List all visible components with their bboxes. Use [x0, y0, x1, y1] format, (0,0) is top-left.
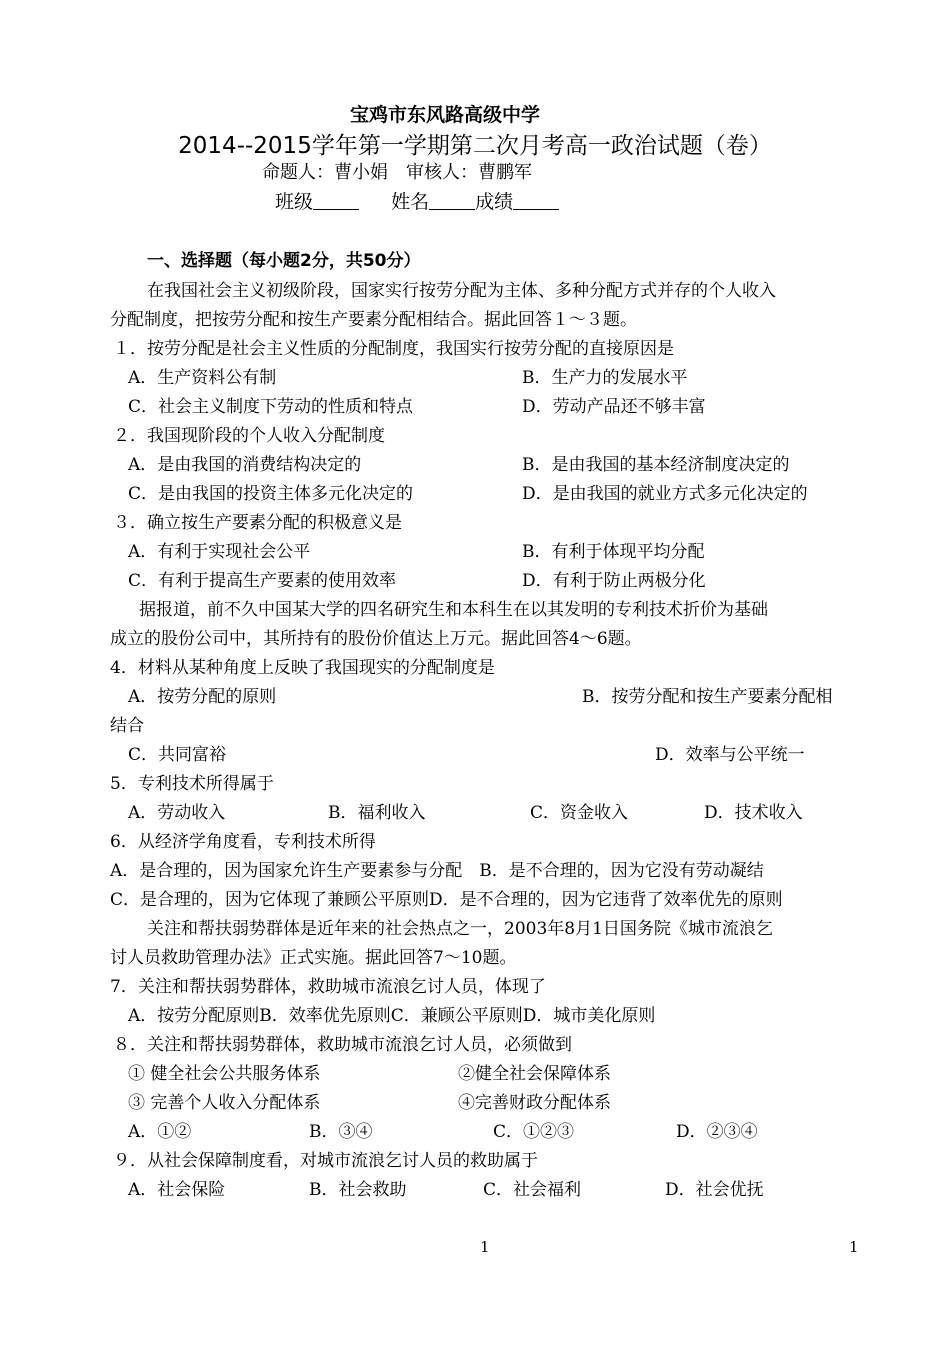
q2-option-d: D．是由我国的就业方式多元化决定的: [522, 484, 808, 504]
q9-option-c: C．社会福利: [483, 1180, 582, 1200]
exam-title: 2014--2015学年第一学期第二次月考高一政治试题（卷）: [178, 133, 772, 159]
q4-option-c: C．共同富裕: [128, 745, 227, 765]
intro-1-line-1: 在我国社会主义初级阶段，国家实行按劳分配为主体、多种分配方式并存的个人收入: [147, 281, 776, 301]
intro-1-line-2: 分配制度，把按劳分配和按生产要素分配相结合。据此回答１～３题。: [110, 310, 637, 330]
question-5: 5．专利技术所得属于: [110, 774, 274, 794]
intro-3-line-2: 讨人员救助管理办法》正式实施。据此回答7～10题。: [110, 948, 517, 968]
q3-option-d: D．有利于防止两极分化: [522, 571, 706, 591]
question-6: 6．从经济学角度看，专利技术所得: [110, 832, 376, 852]
q6-options-cd: C．是合理的，因为它体现了兼顾公平原则D．是不合理的，因为它违背了效率优先的原则: [110, 890, 783, 910]
q1-option-c: C．社会主义制度下劳动的性质和特点: [128, 397, 414, 417]
intro-3-line-1: 关注和帮扶弱势群体是近年来的社会热点之一，2003年8月1日国务院《城市流浪乞: [147, 919, 773, 939]
q8-option-b: B．③④: [309, 1122, 373, 1142]
q2-option-a: A．是由我国的消费结构决定的: [128, 455, 362, 475]
q9-option-d: D．社会优抚: [665, 1180, 764, 1200]
intro-2-line-2: 成立的股份公司中，其所持有的股份价值达上万元。据此回答4～6题。: [110, 629, 642, 649]
school-name: 宝鸡市东风路高级中学: [349, 104, 540, 126]
question-3: ３．确立按生产要素分配的积极意义是: [113, 513, 402, 533]
intro-2-line-1: 据报道，前不久中国某大学的四名研究生和本科生在以其发明的专利技术折价为基础: [139, 600, 768, 620]
q4-option-b-continued: 结合: [110, 716, 144, 736]
question-9: ９．从社会保障制度看，对城市流浪乞讨人员的救助属于: [113, 1151, 538, 1171]
question-4: 4．材料从某种角度上反映了我国现实的分配制度是: [110, 658, 495, 678]
q4-option-b: B．按劳分配和按生产要素分配相: [582, 687, 833, 707]
q3-option-c: C．有利于提高生产要素的使用效率: [128, 571, 397, 591]
q5-option-d: D．技术收入: [704, 803, 803, 823]
q8-statement-3: ③ 完善个人收入分配体系: [128, 1093, 321, 1113]
class-label: 班级: [275, 191, 314, 213]
q5-option-a: A．劳动收入: [128, 803, 226, 823]
class-blank[interactable]: [313, 191, 359, 210]
q1-option-a: A．生产资料公有制: [128, 368, 277, 388]
q8-statement-4: ④完善财政分配体系: [458, 1093, 611, 1113]
q9-option-b: B．社会救助: [309, 1180, 407, 1200]
q2-option-b: B．是由我国的基本经济制度决定的: [522, 455, 790, 475]
q5-option-c: C．资金收入: [530, 803, 629, 823]
q4-option-d: D．效率与公平统一: [655, 745, 805, 765]
q8-option-d: D．②③④: [676, 1122, 758, 1142]
q1-option-b: B．生产力的发展水平: [522, 368, 688, 388]
name-blank[interactable]: [429, 191, 475, 210]
q8-statement-2: ②健全社会保障体系: [458, 1064, 611, 1084]
q7-options: A．按劳分配原则B．效率优先原则C．兼顾公平原则D．城市美化原则: [128, 1006, 656, 1026]
q4-option-a: A．按劳分配的原则: [128, 687, 277, 707]
question-8: ８．关注和帮扶弱势群体，救助城市流浪乞讨人员，必须做到: [113, 1035, 572, 1055]
q2-option-c: C．是由我国的投资主体多元化决定的: [128, 484, 414, 504]
question-2: ２．我国现阶段的个人收入分配制度: [113, 426, 385, 446]
q3-option-a: A．有利于实现社会公平: [128, 542, 311, 562]
section-heading: 一、选择题（每小题2分，共50分）: [147, 251, 421, 271]
q9-option-a: A．社会保险: [128, 1180, 226, 1200]
name-label: 姓名: [391, 191, 430, 213]
q5-option-b: B．福利收入: [328, 803, 426, 823]
score-label: 成绩: [475, 191, 514, 213]
q1-option-d: D．劳动产品还不够丰富: [522, 397, 706, 417]
score-blank[interactable]: [513, 191, 559, 210]
q3-option-b: B．有利于体现平均分配: [522, 542, 705, 562]
page-number-right: 1: [849, 1238, 859, 1256]
q8-option-c: C．①②③: [493, 1122, 575, 1142]
q8-option-a: A．①②: [128, 1122, 192, 1142]
question-1: １．按劳分配是社会主义性质的分配制度，我国实行按劳分配的直接原因是: [113, 339, 674, 359]
exam-authors: 命题人：曹小娟 审核人：曹鹏军: [262, 162, 532, 183]
page-number-center: 1: [480, 1238, 490, 1256]
q6-options-ab: A．是合理的，因为国家允许生产要素参与分配 B．是不合理的，因为它没有劳动凝结: [110, 861, 764, 881]
q8-statement-1: ① 健全社会公共服务体系: [128, 1064, 321, 1084]
question-7: 7．关注和帮扶弱势群体，救助城市流浪乞讨人员，体现了: [110, 977, 546, 997]
student-info-line: [275, 189, 559, 215]
